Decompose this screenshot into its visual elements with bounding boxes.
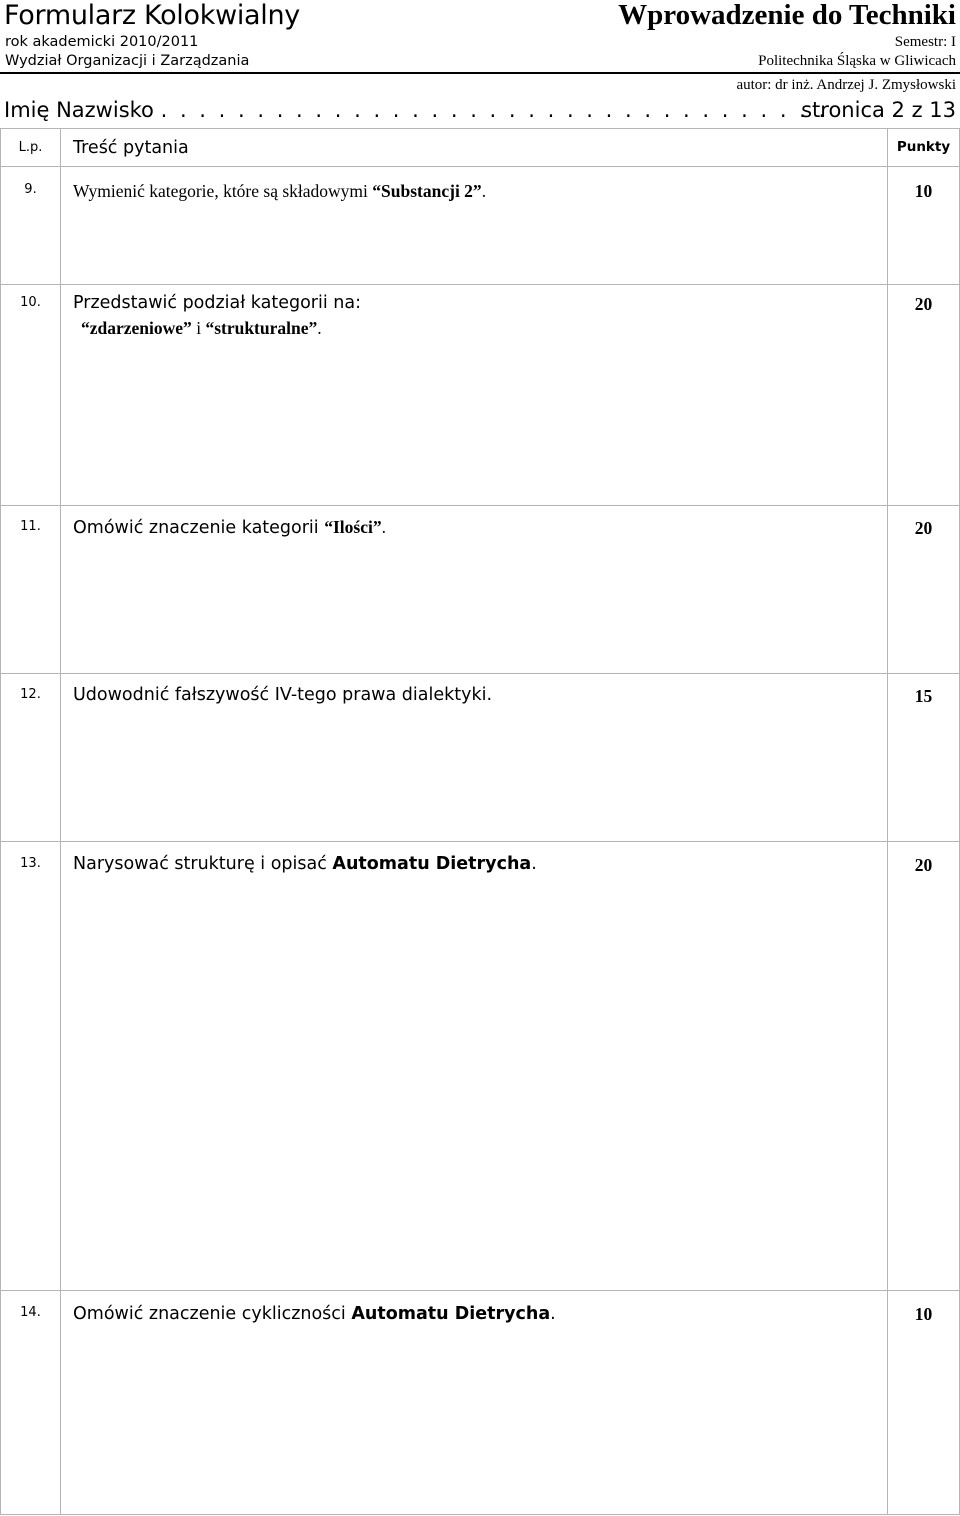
- question-points: 20: [914, 855, 933, 875]
- question-text-part: Omówić znaczenie kategorii: [73, 518, 325, 538]
- row-divider: [1, 166, 959, 167]
- faculty-name: Wydział Organizacji i Zarządzania: [5, 53, 250, 69]
- page-counter: stronica 2 z 13: [801, 98, 956, 122]
- question-text: Przedstawić podział kategorii na:: [73, 293, 361, 313]
- question-text: [73, 181, 486, 202]
- question-text-part: .: [317, 318, 322, 338]
- header-divider: [0, 72, 960, 74]
- question-number: 11.: [20, 519, 41, 534]
- academic-year: rok akademicki 2010/2011: [5, 34, 199, 50]
- row-divider: [1, 841, 959, 842]
- column-divider: [60, 129, 61, 1514]
- question-text: [73, 517, 386, 538]
- question-text-part: .: [531, 854, 537, 874]
- question-text-emphasis: “zdarzeniowe”: [81, 318, 192, 338]
- question-text-part: .: [481, 181, 487, 201]
- question-text-emphasis: Automatu Dietrycha: [332, 854, 532, 874]
- question-text-emphasis: “strukturalne”: [205, 318, 318, 338]
- question-points: 10: [914, 1304, 933, 1324]
- question-number: 14.: [20, 1305, 41, 1320]
- question-number: 12.: [20, 687, 41, 702]
- header-points: Punkty: [896, 139, 951, 155]
- question-text-emphasis: “Substancji 2”: [372, 181, 482, 201]
- row-divider: [1, 1290, 959, 1291]
- row-divider: [1, 284, 959, 285]
- question-points: 20: [914, 518, 933, 538]
- question-text-part: .: [381, 517, 386, 537]
- student-name-line[interactable]: [4, 98, 828, 122]
- university-name: Politechnika Śląska w Gliwicach: [758, 53, 956, 69]
- question-text-part: i: [191, 318, 206, 338]
- question-text-part: Wymienić kategorie, które są składowymi: [73, 181, 373, 201]
- name-dots: . . . . . . . . . . . . . . . . . . . . . . . . . . . . . . . . . . .: [160, 98, 829, 122]
- question-text-part: Narysować strukturę i opisać: [73, 854, 333, 874]
- question-text-line2: [81, 318, 322, 339]
- question-text-part: Omówić znaczenie cykliczności: [73, 1304, 352, 1324]
- course-title: Wprowadzenie do Techniki: [618, 0, 956, 31]
- questions-table: [0, 128, 960, 1515]
- question-points: 15: [914, 686, 933, 706]
- question-points: 10: [914, 181, 933, 201]
- semester: Semestr: I: [894, 34, 956, 50]
- question-text: [73, 854, 537, 874]
- author: autor: dr inż. Andrzej J. Zmysłowski: [736, 77, 956, 93]
- question-text-part: .: [550, 1304, 556, 1324]
- question-text: [73, 1304, 556, 1324]
- name-label: Imię Nazwisko: [4, 98, 154, 122]
- question-points: 20: [914, 294, 933, 314]
- row-divider: [1, 505, 959, 506]
- question-text: Udowodnić fałszywość IV-tego prawa dialektyki.: [73, 685, 493, 705]
- question-number: 9.: [24, 182, 37, 197]
- question-text-emphasis: Automatu Dietrycha: [351, 1304, 551, 1324]
- question-text-emphasis: “Ilości”: [324, 517, 382, 537]
- question-number: 13.: [20, 856, 41, 871]
- row-divider: [1, 673, 959, 674]
- question-number: 10.: [20, 295, 41, 310]
- header-lp: L.p.: [18, 140, 43, 155]
- header-question: Treść pytania: [73, 138, 189, 158]
- form-title: Formularz Kolokwialny: [4, 0, 300, 31]
